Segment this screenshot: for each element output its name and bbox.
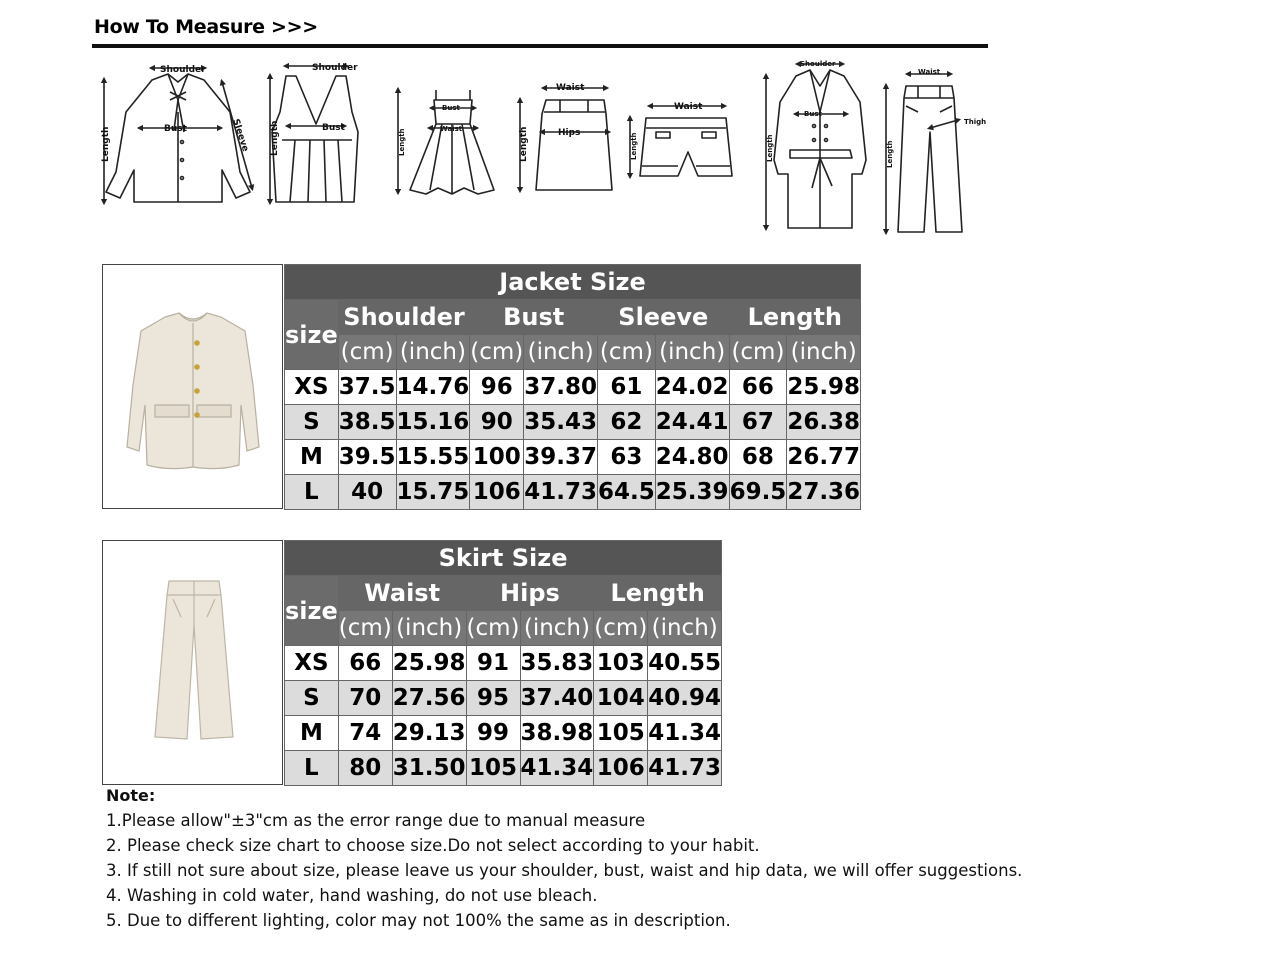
label-length-5: Length: [630, 132, 638, 160]
size-cell: XS: [285, 370, 339, 405]
value-cell: 41.34: [648, 716, 722, 751]
jacket-group-bust: Bust: [470, 300, 598, 335]
value-cell: 105: [594, 716, 648, 751]
value-cell: 41.73: [524, 475, 598, 510]
value-cell: 106: [594, 751, 648, 786]
label-sleeve-1: Sleeve: [230, 117, 251, 154]
jacket-unit-cell: (inch): [524, 335, 598, 370]
value-cell: 100: [470, 440, 524, 475]
jacket-unit-cell: (inch): [787, 335, 861, 370]
note-line: 3. If still not sure about size, please leave us your shoulder, bust, waist and hip data, we will offer suggestions.: [106, 861, 1023, 880]
value-cell: 37.80: [524, 370, 598, 405]
skirt-size-header: size: [285, 576, 339, 646]
title-divider: [92, 44, 988, 48]
value-cell: 41.34: [520, 751, 594, 786]
value-cell: 66: [729, 370, 787, 405]
label-length-4: Length: [519, 126, 529, 162]
skirt-table-title: Skirt Size: [285, 541, 722, 576]
value-cell: 39.5: [338, 440, 396, 475]
value-cell: 64.5: [598, 475, 656, 510]
size-cell: XS: [285, 646, 339, 681]
label-waist-3: Waist: [440, 125, 463, 133]
note-line: 1.Please allow"±3"cm as the error range due to manual measure: [106, 811, 646, 830]
value-cell: 74: [338, 716, 392, 751]
skirt-diagram: [520, 88, 612, 190]
value-cell: 35.43: [524, 405, 598, 440]
value-cell: 39.37: [524, 440, 598, 475]
value-cell: 106: [470, 475, 524, 510]
value-cell: 91: [466, 646, 520, 681]
jacket-illustration: [103, 265, 282, 508]
value-cell: 35.83: [520, 646, 594, 681]
value-cell: 24.02: [655, 370, 729, 405]
value-cell: 26.38: [787, 405, 861, 440]
value-cell: 27.36: [787, 475, 861, 510]
size-cell: L: [285, 751, 339, 786]
value-cell: 95: [466, 681, 520, 716]
value-cell: 15.55: [396, 440, 470, 475]
label-waist-4: Waist: [556, 83, 585, 93]
tank-diagram: [270, 66, 358, 202]
value-cell: 25.98: [787, 370, 861, 405]
skirt-row-l: [285, 751, 722, 786]
jacket-table-title: Jacket Size: [285, 265, 861, 300]
skirt-row-m: [285, 716, 722, 751]
value-cell: 96: [470, 370, 524, 405]
label-bust-6: Bust: [804, 110, 822, 118]
label-length-2: Length: [270, 120, 280, 156]
size-cell: L: [285, 475, 339, 510]
jacket-unit-cell: (cm): [598, 335, 656, 370]
value-cell: 29.13: [392, 716, 466, 751]
label-bust-3: Bust: [442, 104, 460, 112]
jacket-row-l: [285, 475, 861, 510]
value-cell: 24.41: [655, 405, 729, 440]
pants-photo: [102, 540, 283, 785]
jacket-unit-cell: (cm): [729, 335, 787, 370]
label-hips-4: Hips: [558, 128, 581, 138]
skirt-unit-cell: (cm): [466, 611, 520, 646]
value-cell: 66: [338, 646, 392, 681]
jacket-group-shoulder: Shoulder: [338, 300, 470, 335]
value-cell: 26.77: [787, 440, 861, 475]
label-shoulder-2: Shoulder: [312, 63, 358, 73]
label-thigh-7: Thigh: [964, 118, 987, 126]
value-cell: 105: [466, 751, 520, 786]
jacket-unit-cell: (inch): [655, 335, 729, 370]
jacket-row-s: [285, 405, 861, 440]
value-cell: 38.5: [338, 405, 396, 440]
notes-title: Note:: [106, 786, 156, 805]
shorts-diagram: [630, 106, 732, 176]
skirt-group-hips: Hips: [466, 576, 594, 611]
skirt-group-waist: Waist: [338, 576, 466, 611]
label-shoulder-1: Shoulder: [160, 65, 206, 75]
coat-diagram: [766, 64, 866, 228]
jacket-size-table: [284, 264, 861, 510]
size-cell: S: [285, 681, 339, 716]
value-cell: 27.56: [392, 681, 466, 716]
size-cell: M: [285, 440, 339, 475]
value-cell: 40.55: [648, 646, 722, 681]
value-cell: 67: [729, 405, 787, 440]
diagram-svg: [90, 52, 1000, 242]
label-length-3: Length: [398, 128, 406, 156]
value-cell: 90: [470, 405, 524, 440]
value-cell: 40: [338, 475, 396, 510]
skirt-unit-cell: (inch): [648, 611, 722, 646]
skirt-unit-cell: (inch): [392, 611, 466, 646]
value-cell: 31.50: [392, 751, 466, 786]
value-cell: 103: [594, 646, 648, 681]
label-waist-5: Waist: [674, 102, 703, 112]
jacket-unit-cell: (cm): [470, 335, 524, 370]
skirt-group-length: Length: [594, 576, 722, 611]
label-bust-1: Bust: [164, 124, 187, 134]
value-cell: 25.39: [655, 475, 729, 510]
value-cell: 15.75: [396, 475, 470, 510]
skirt-row-s: [285, 681, 722, 716]
value-cell: 63: [598, 440, 656, 475]
value-cell: 24.80: [655, 440, 729, 475]
blouse-diagram: [100, 68, 252, 202]
value-cell: 62: [598, 405, 656, 440]
note-line: 5. Due to different lighting, color may not 100% the same as in description.: [106, 911, 731, 930]
value-cell: 14.76: [396, 370, 470, 405]
value-cell: 99: [466, 716, 520, 751]
value-cell: 40.94: [648, 681, 722, 716]
value-cell: 15.16: [396, 405, 470, 440]
value-cell: 68: [729, 440, 787, 475]
note-line: 2. Please check size chart to choose size.Do not select according to your habit.: [106, 836, 760, 855]
label-shoulder-6: Shoulder: [800, 60, 836, 68]
value-cell: 37.5: [338, 370, 396, 405]
label-length-1: Length: [101, 126, 111, 162]
skirt-unit-cell: (cm): [338, 611, 392, 646]
jacket-size-header: size: [285, 300, 339, 370]
skirt-unit-cell: (inch): [520, 611, 594, 646]
size-cell: M: [285, 716, 339, 751]
jacket-group-length: Length: [729, 300, 861, 335]
jacket-unit-cell: (inch): [396, 335, 470, 370]
label-length-7: Length: [886, 140, 894, 168]
value-cell: 41.73: [648, 751, 722, 786]
measurement-diagrams: [90, 52, 1000, 242]
value-cell: 37.40: [520, 681, 594, 716]
jacket-photo: [102, 264, 283, 509]
how-to-measure-title: How To Measure >>>: [94, 16, 318, 38]
trousers-diagram: [886, 74, 962, 232]
skirt-row-xs: [285, 646, 722, 681]
note-line: 4. Washing in cold water, hand washing, do not use bleach.: [106, 886, 598, 905]
jacket-row-m: [285, 440, 861, 475]
jacket-unit-cell: (cm): [338, 335, 396, 370]
value-cell: 70: [338, 681, 392, 716]
size-cell: S: [285, 405, 339, 440]
label-bust-2: Bust: [322, 123, 345, 133]
value-cell: 25.98: [392, 646, 466, 681]
value-cell: 38.98: [520, 716, 594, 751]
notes-section: [106, 786, 1106, 936]
skirt-unit-cell: (cm): [594, 611, 648, 646]
value-cell: 61: [598, 370, 656, 405]
jacket-row-xs: [285, 370, 861, 405]
value-cell: 69.5: [729, 475, 787, 510]
jacket-group-sleeve: Sleeve: [598, 300, 730, 335]
pants-illustration: [103, 541, 282, 784]
value-cell: 80: [338, 751, 392, 786]
skirt-size-table: [284, 540, 722, 786]
label-length-6: Length: [766, 134, 774, 162]
value-cell: 104: [594, 681, 648, 716]
label-waist-7: Waist: [918, 68, 941, 76]
